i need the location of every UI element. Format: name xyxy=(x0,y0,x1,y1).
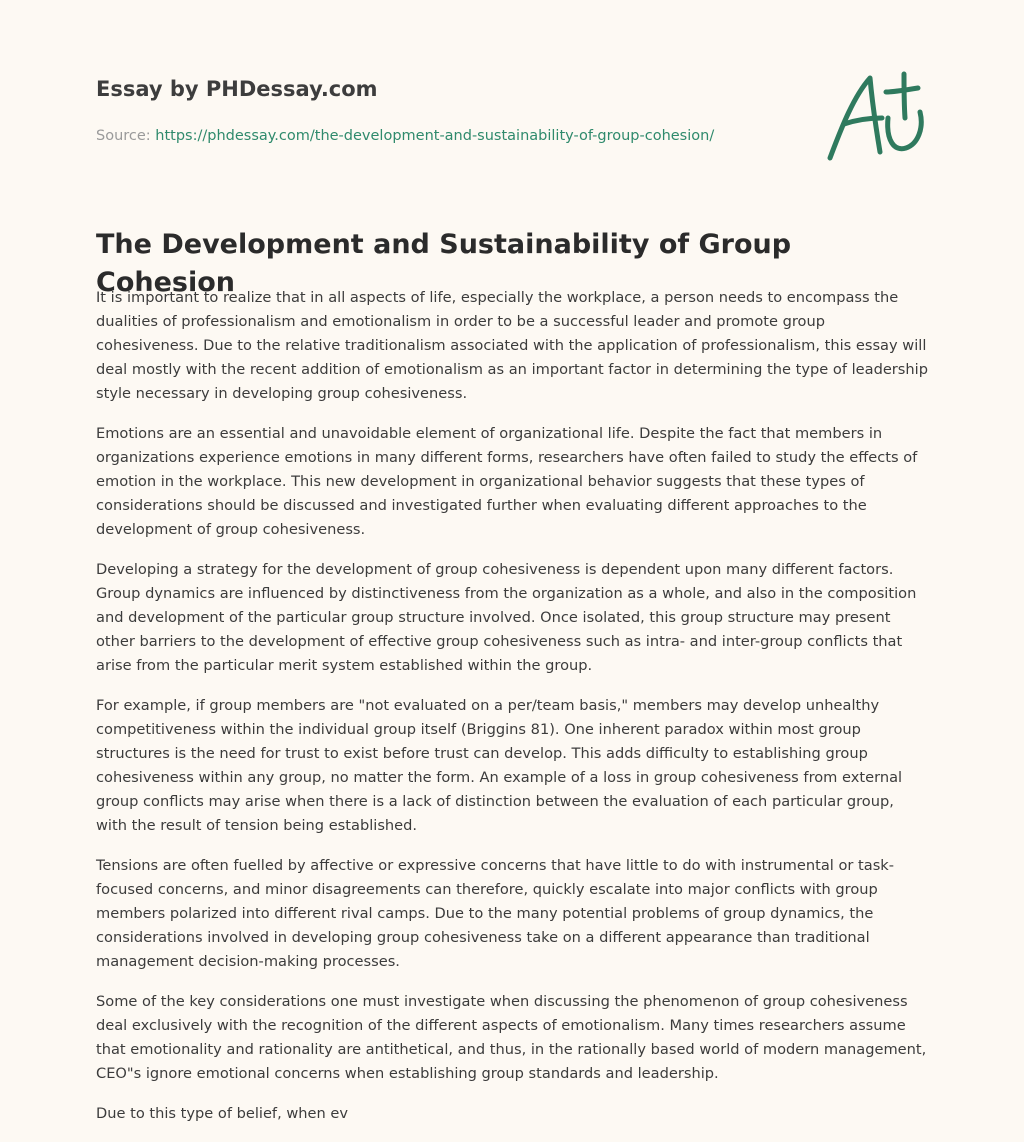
essay-paragraph: Due to this type of belief, when ev xyxy=(96,1105,349,1122)
source-line xyxy=(96,126,796,146)
essay-paragraph: Emotions are an essential and unavoidable element of organizational life. Despite the fact that members in organizations experience emotions in many different forms, researchers have often failed to study the effects of emotion in the workplace. This new development in organizational behavior suggests that these types of considerations should be discussed and investigated further when evaluating different approaches to the development of group cohesiveness. xyxy=(96,425,918,538)
essay-paragraph: Tensions are often fuelled by affective or expressive concerns that have little to do with instrumental or task-focused concerns, and minor disagreements can therefore, quickly escalate into major conflicts with group members polarized into different rival camps. Due to the many potential problems of group dynamics, the considerations involved in developing group cohesiveness take on a different appearance than traditional management decision-making processes. xyxy=(96,857,895,970)
essay-body xyxy=(96,286,928,1142)
essay-paragraph: Developing a strategy for the development of group cohesiveness is dependent upon many different factors. Group dynamics are influenced by distinctiveness from the organization as a whole, and also in the composition and development of the particular group structure involved. Once isolated, this group structure may present other barriers to the development of effective group cohesiveness such as intra- and inter-group conflicts that arise from the particular merit system established within the group. xyxy=(96,561,917,674)
essay-paragraph: For example, if group members are "not evaluated on a per/team basis," members may develop unhealthy competitiveness within the individual group itself (Briggins 81). One inherent paradox within most group structures is the need for trust to exist before trust can develop. This adds difficulty to establishing group cohesiveness within any group, no matter the form. An example of a loss in group cohesiveness from external group conflicts may arise when there is a lack of distinction between the evaluation of each particular group, with the result of tension being established. xyxy=(96,697,903,834)
source-link[interactable]: https://phdessay.com/the-development-and-sustainability-of-group-cohesion/ xyxy=(155,128,715,144)
page-header xyxy=(96,74,796,146)
site-brand: Essay by PHDessay.com xyxy=(96,77,378,101)
a-plus-grade-icon xyxy=(820,66,932,166)
essay-paragraph: Some of the key considerations one must investigate when discussing the phenomenon of group cohesiveness deal exclusively with the recognition of the different aspects of emotionalism. Many times researchers assume that emotionality and rationality are antithetical, and thus, in the rationally based world of modern management, CEO"s ignore emotional concerns when establishing group standards and leadership. xyxy=(96,993,927,1082)
essay-title: The Development and Sustainability of Group Cohesion xyxy=(96,229,792,298)
source-label: Source: xyxy=(96,128,156,144)
essay-paragraph: It is important to realize that in all aspects of life, especially the workplace, a person needs to encompass the dualities of professionalism and emotionalism in order to be a successful leader and promote group cohesiveness. Due to the relative traditionalism associated with the application of professionalism, this essay will deal mostly with the recent addition of emotionalism as an important factor in determining the type of leadership style necessary in developing group cohesiveness. xyxy=(96,289,928,402)
